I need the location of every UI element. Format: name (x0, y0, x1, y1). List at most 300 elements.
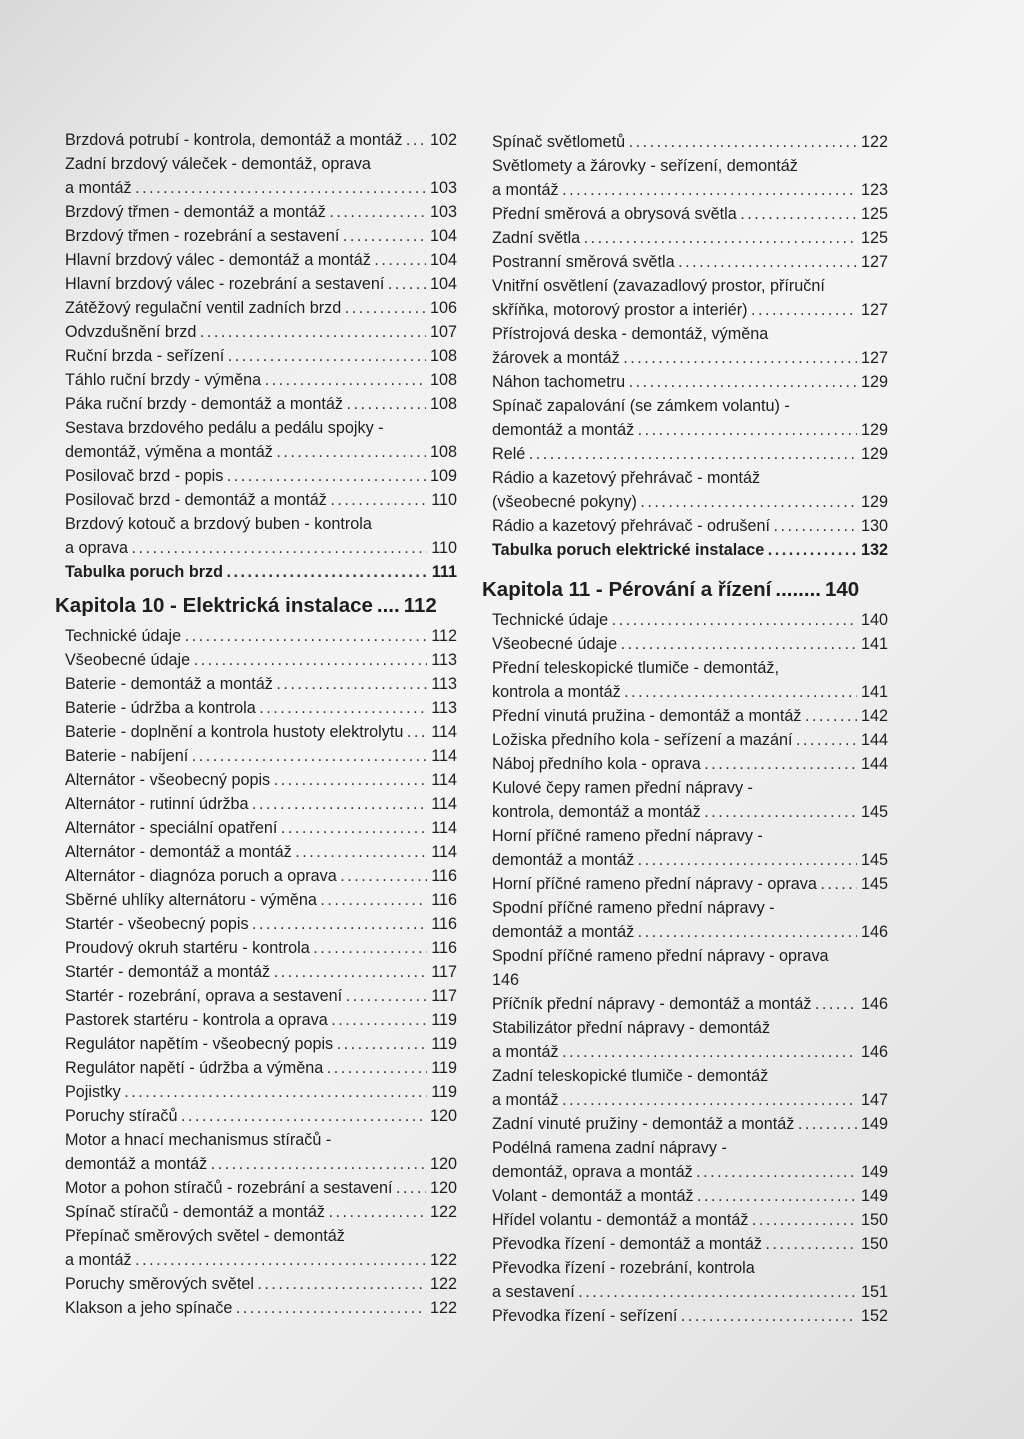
toc-entry-title-line: Převodka řízení - rozebrání, kontrola (492, 1259, 755, 1277)
toc-entry-page: 116 (431, 915, 457, 933)
toc-entry-page: 146 (860, 1043, 888, 1061)
toc-entry-page: 141 (860, 635, 888, 653)
toc-entry-page: 103 (429, 203, 457, 221)
toc-entry-page: 117 (431, 987, 457, 1005)
toc-entry-title: Tabulka poruch elektrické instalace . . . (492, 538, 857, 562)
toc-entry-title: a oprava . . . (65, 536, 427, 560)
toc-entry-page: 113 (431, 699, 457, 717)
toc-entry-title: Přední vinutá pružina - demontáž a montáž . . . (492, 704, 857, 728)
toc-entry (65, 720, 457, 744)
toc-entry (492, 872, 888, 896)
toc-entry-row (65, 176, 457, 200)
toc-entry-page: 104 (429, 275, 457, 293)
toc-entry-title: skříňka, motorový prostor a interiér) . . . (492, 298, 857, 322)
toc-entry (492, 656, 888, 704)
toc-entry-title: a montáž . . . (492, 178, 857, 202)
toc-entry-title-line: Spodní příčné rameno přední nápravy - (492, 899, 775, 917)
toc-entry-row (65, 1272, 457, 1296)
toc-entry-page: 129 (860, 493, 888, 511)
toc-entry-title: a montáž . . . (65, 1248, 426, 1272)
toc-entry-page: 119 (431, 1011, 457, 1029)
toc-entry-page: 123 (860, 181, 888, 199)
toc-entry (65, 272, 457, 296)
toc-entry-row (65, 200, 457, 224)
toc-entry-row (492, 680, 888, 704)
toc-entry-row (492, 752, 888, 776)
toc-entry-row (492, 490, 888, 514)
toc-entry (492, 776, 888, 824)
toc-entry-row (492, 1304, 888, 1328)
toc-entry-row (65, 984, 457, 1008)
toc-entry-title-line: Brzdový kotouč a brzdový buben - kontrola (65, 515, 372, 533)
toc-entry-row (65, 1248, 457, 1272)
toc-entry-page: 122 (429, 1275, 457, 1293)
toc-entry-title: Hřídel volantu - demontáž a montáž . . . (492, 1208, 857, 1232)
toc-entry (492, 226, 888, 250)
toc-entry-row (65, 344, 457, 368)
toc-entry (65, 320, 457, 344)
toc-entry-title: Náboj předního kola - oprava . . . (492, 752, 857, 776)
toc-entry-page: 114 (431, 795, 457, 813)
toc-entry-title: Všeobecné údaje . . . (65, 648, 427, 672)
toc-entry (492, 1112, 888, 1136)
toc-entry (492, 1184, 888, 1208)
toc-entry-row (492, 800, 888, 824)
toc-entry-title: a sestavení . . . (492, 1280, 857, 1304)
left-entries-chapter-10 (65, 624, 457, 1320)
toc-entry-page: 146 (860, 923, 888, 941)
toc-entry-page: 114 (431, 723, 457, 741)
toc-entry (65, 768, 457, 792)
toc-entry-title: Baterie - údržba a kontrola . . . (65, 696, 427, 720)
toc-entry (65, 368, 457, 392)
toc-entry-page: 114 (431, 747, 457, 765)
toc-entry-title: Alternátor - všeobecný popis . . . (65, 768, 427, 792)
toc-entry-row (492, 1088, 888, 1112)
toc-entry (492, 442, 888, 466)
toc-entry-title: demontáž a montáž . . . (492, 848, 857, 872)
toc-entry-row (492, 968, 888, 992)
toc-entry (65, 512, 457, 560)
toc-entry-title: demontáž a montáž . . . (492, 418, 857, 442)
left-column (48, 128, 457, 1320)
toc-entry (65, 1008, 457, 1032)
toc-entry-page: 145 (860, 803, 888, 821)
toc-entry (65, 200, 457, 224)
toc-entry-title: Pastorek startéru - kontrola a oprava . . . (65, 1008, 427, 1032)
toc-entry-page: 129 (860, 445, 888, 463)
toc-entry-row (65, 128, 457, 152)
toc-entry (65, 1272, 457, 1296)
toc-entry-page: 108 (429, 371, 457, 389)
toc-entry-page: 111 (431, 563, 457, 581)
toc-entry (65, 864, 457, 888)
toc-entry (65, 1224, 457, 1272)
toc-entry-page: 152 (860, 1307, 888, 1325)
toc-entry-row (65, 960, 457, 984)
toc-entry (65, 1176, 457, 1200)
toc-entry (65, 1080, 457, 1104)
toc-entry (492, 1256, 888, 1304)
toc-entry-row (492, 1112, 888, 1136)
toc-entry (492, 274, 888, 322)
toc-entry-title: Baterie - nabíjení . . . (65, 744, 427, 768)
toc-entry-title-line: Motor a hnací mechanismus stíračů - (65, 1131, 332, 1149)
toc-entry-title: Regulátor napětím - všeobecný popis . . . (65, 1032, 427, 1056)
toc-entry (492, 130, 888, 154)
toc-entry-row (65, 912, 457, 936)
toc-entry-title: Ložiska předního kola - seřízení a mazání . . . (492, 728, 857, 752)
toc-entry (492, 1064, 888, 1112)
toc-entry-title-line: Světlomety a žárovky - seřízení, demontáž (492, 157, 798, 175)
toc-entry-row (492, 514, 888, 538)
toc-entry-row (65, 1104, 457, 1128)
toc-entry-title: Táhlo ruční brzdy - výměna . . . (65, 368, 426, 392)
toc-entry-page: 119 (431, 1083, 457, 1101)
toc-entry-title-line: Přístrojová deska - demontáž, výměna (492, 325, 769, 343)
toc-entry-page: 110 (431, 539, 457, 557)
toc-entry-title: Odvzdušnění brzd . . . (65, 320, 426, 344)
toc-entry (65, 960, 457, 984)
toc-entry (492, 608, 888, 632)
toc-entry-page: 120 (429, 1155, 457, 1173)
toc-entry-title: Volant - demontáž a montáž . . . (492, 1184, 857, 1208)
toc-entry-page: 104 (429, 251, 457, 269)
toc-entry-row (65, 560, 457, 584)
toc-entry-row (492, 538, 888, 562)
toc-entry-row (492, 632, 888, 656)
toc-entry (65, 344, 457, 368)
toc-entry-page: 141 (860, 683, 888, 701)
toc-entry-row (65, 296, 457, 320)
toc-entry-row (65, 1032, 457, 1056)
toc-entry-page: 127 (860, 301, 888, 319)
toc-entry-row (65, 1176, 457, 1200)
toc-entry-row (65, 696, 457, 720)
toc-entry-title-line: Přední teleskopické tlumiče - demontáž, (492, 659, 780, 677)
toc-entry-row (65, 248, 457, 272)
toc-entry-title-line: Stabilizátor přední nápravy - demontáž (492, 1019, 771, 1037)
toc-entry-page: 102 (429, 131, 457, 149)
chapter-leader: ........ (775, 578, 821, 601)
toc-entry-title: Všeobecné údaje . . . (492, 632, 857, 656)
toc-entry-row (492, 992, 888, 1016)
toc-entry-page: 127 (860, 253, 888, 271)
toc-entry-page: 120 (429, 1179, 457, 1197)
toc-entry (492, 1304, 888, 1328)
toc-entry (492, 370, 888, 394)
toc-entry-page: 119 (431, 1059, 457, 1077)
toc-entry-row (492, 872, 888, 896)
chapter-title: Kapitola 10 - Elektrická instalace (55, 594, 373, 617)
toc-entry-page: 117 (431, 963, 457, 981)
toc-entry (492, 466, 888, 514)
toc-entry-row (492, 1280, 888, 1304)
toc-entry-page: 114 (431, 843, 457, 861)
toc-entry-row (492, 1160, 888, 1184)
toc-entry-row (492, 250, 888, 274)
toc-entry-title: Startér - všeobecný popis . . . (65, 912, 427, 936)
toc-entry-page: 116 (431, 939, 457, 957)
toc-entry (65, 696, 457, 720)
toc-entry-page: 119 (431, 1035, 457, 1053)
toc-entry-row (65, 648, 457, 672)
toc-entry-page: 149 (860, 1115, 888, 1133)
toc-entry-page: 150 (860, 1211, 888, 1229)
toc-entry-title: Alternátor - diagnóza poruch a oprava . . . (65, 864, 427, 888)
toc-entry-page: 104 (429, 227, 457, 245)
toc-entry-title: Zátěžový regulační ventil zadních brzd . . . (65, 296, 426, 320)
toc-entry (65, 744, 457, 768)
toc-entry-row (65, 224, 457, 248)
toc-entry (65, 840, 457, 864)
toc-entry-title: a montáž . . . (65, 176, 426, 200)
toc-entry (492, 202, 888, 226)
toc-entry-row (65, 464, 457, 488)
toc-entry-title: Brzdový třmen - rozebrání a sestavení . . . (65, 224, 426, 248)
toc-entry (492, 728, 888, 752)
toc-entry-row (65, 1056, 457, 1080)
toc-entry-page: 150 (860, 1235, 888, 1253)
toc-entry (65, 128, 457, 152)
toc-entry-title: Technické údaje . . . (492, 608, 857, 632)
toc-entry-page: 145 (860, 851, 888, 869)
toc-entry-page: 103 (429, 179, 457, 197)
toc-entry-row (65, 272, 457, 296)
toc-entry-row (65, 488, 457, 512)
toc-entry-title: Posilovač brzd - demontáž a montáž . . . (65, 488, 427, 512)
toc-entry-page: 114 (431, 771, 457, 789)
toc-entry-row (65, 744, 457, 768)
toc-entry-title-line: Spodní příčné rameno přední nápravy - oprava (492, 947, 829, 965)
toc-entry-page: 107 (429, 323, 457, 341)
toc-entry (65, 1128, 457, 1176)
toc-entry-row (65, 1152, 457, 1176)
toc-entry (65, 936, 457, 960)
toc-entry (65, 488, 457, 512)
toc-entry-title: Alternátor - rutinní údržba . . . (65, 792, 427, 816)
toc-entry-row (65, 672, 457, 696)
toc-entry (492, 538, 888, 562)
toc-entry-title: Náhon tachometru . . . (492, 370, 857, 394)
toc-entry-title: Startér - rozebrání, oprava a sestavení . . . (65, 984, 427, 1008)
toc-entry (492, 394, 888, 442)
toc-entry (65, 984, 457, 1008)
toc-entry-row (65, 936, 457, 960)
toc-entry-title: Baterie - doplnění a kontrola hustoty elektrolytu . . . (65, 720, 427, 744)
chapter-leader: .... (376, 594, 400, 617)
toc-entry-page: 110 (431, 491, 457, 509)
right-entries (492, 130, 888, 562)
toc-entry-title-line: Vnitřní osvětlení (zavazadlový prostor, příruční (492, 277, 825, 295)
toc-entry-title-line: Přepínač směrových světel - demontáž (65, 1227, 345, 1245)
toc-entry-page: 116 (431, 867, 457, 885)
toc-entry (65, 1296, 457, 1320)
toc-entry-row (492, 130, 888, 154)
toc-entry (65, 152, 457, 200)
toc-entry (65, 816, 457, 840)
chapter-title: Kapitola 11 - Pérování a řízení (482, 578, 772, 601)
toc-entry-title: Technické údaje . . . (65, 624, 427, 648)
toc-entry-row (65, 440, 457, 464)
toc-entry (492, 1208, 888, 1232)
toc-entry-page: 142 (860, 707, 888, 725)
toc-entry-title: demontáž, oprava a montáž . . . (492, 1160, 857, 1184)
toc-entry-page: 113 (431, 675, 457, 693)
toc-entry-page: 122 (860, 133, 888, 151)
toc-entry-page: 146 (860, 995, 888, 1013)
toc-entry-page: 106 (429, 299, 457, 317)
toc-entry-row (492, 704, 888, 728)
toc-entry-page: 125 (860, 229, 888, 247)
toc-entry (492, 944, 888, 992)
right-column (482, 130, 888, 1328)
toc-entry (492, 1136, 888, 1184)
toc-entry (65, 888, 457, 912)
toc-entry-page: 113 (431, 651, 457, 669)
toc-entry-row (65, 536, 457, 560)
toc-entry-title: Rádio a kazetový přehrávač - odrušení . . . (492, 514, 857, 538)
chapter-page: 112 (403, 594, 437, 617)
toc-entry (65, 672, 457, 696)
toc-entry-title-line: Zadní brzdový váleček - demontáž, oprava (65, 155, 371, 173)
toc-entry (492, 824, 888, 872)
toc-entry-title: Pojistky . . . (65, 1080, 427, 1104)
toc-entry (65, 1104, 457, 1128)
toc-entry (492, 514, 888, 538)
toc-entry-title: Páka ruční brzdy - demontáž a montáž . . . (65, 392, 426, 416)
toc-entry-row (492, 298, 888, 322)
toc-entry-row (65, 368, 457, 392)
toc-entry-title: Spínač stíračů - demontáž a montáž . . . (65, 1200, 426, 1224)
toc-entry-title: Tabulka poruch brzd . . . (65, 560, 428, 584)
toc-entry-page: 149 (860, 1163, 888, 1181)
toc-entry-row (492, 442, 888, 466)
toc-entry-title-line: Horní příčné rameno přední nápravy - (492, 827, 763, 845)
toc-entry-row (65, 720, 457, 744)
toc-entry-title: Ruční brzda - seřízení . . . (65, 344, 426, 368)
toc-entry-row (65, 320, 457, 344)
toc-entry (65, 1032, 457, 1056)
toc-entry-row (492, 1232, 888, 1256)
toc-entry-page: 145 (860, 875, 888, 893)
toc-entry-page: 151 (860, 1283, 888, 1301)
toc-entry-title: Zadní vinuté pružiny - demontáž a montáž . . . (492, 1112, 857, 1136)
toc-entry-page: 144 (860, 731, 888, 749)
toc-entry-title-line: Rádio a kazetový přehrávač - montáž (492, 469, 761, 487)
toc-entry-title: Alternátor - demontáž a montáž . . . (65, 840, 427, 864)
toc-entry-title: kontrola a montáž . . . (492, 680, 857, 704)
toc-entry (65, 416, 457, 464)
toc-entry-page: 144 (860, 755, 888, 773)
toc-entry-title: Regulátor napětí - údržba a výměna . . . (65, 1056, 427, 1080)
toc-entry-row (65, 1200, 457, 1224)
toc-entry-row (65, 840, 457, 864)
toc-entry-title: Posilovač brzd - popis . . . (65, 464, 426, 488)
toc-entry-page: 108 (429, 395, 457, 413)
toc-entry (492, 896, 888, 944)
toc-entry-row (65, 1296, 457, 1320)
toc-entry-row (492, 346, 888, 370)
toc-entry (65, 624, 457, 648)
toc-entry (65, 464, 457, 488)
toc-entry-page: 116 (431, 891, 457, 909)
toc-entry-page: 109 (429, 467, 457, 485)
toc-entry-page: 130 (860, 517, 888, 535)
toc-entry-title: Zadní světla . . . (492, 226, 857, 250)
toc-entry-title: Postranní směrová světla . . . (492, 250, 857, 274)
toc-entry-page: 108 (429, 443, 457, 461)
toc-entry (492, 992, 888, 1016)
toc-entry-row (492, 202, 888, 226)
toc-entry-title: Hlavní brzdový válec - demontáž a montáž . . . (65, 248, 426, 272)
toc-entry-page: 122 (429, 1299, 457, 1317)
toc-entry (65, 296, 457, 320)
toc-entry-title: Alternátor - speciální opatření . . . (65, 816, 427, 840)
toc-entry-title: žárovek a montáž . . . (492, 346, 857, 370)
toc-entry-page: 132 (860, 541, 888, 559)
toc-entry-title: Příčník přední nápravy - demontáž a montáž . . . (492, 992, 857, 1016)
toc-entry (65, 912, 457, 936)
toc-entry-title: kontrola, demontáž a montáž . . . (492, 800, 857, 824)
toc-entry (492, 250, 888, 274)
toc-entry-title: a montáž . . . (492, 1088, 857, 1112)
toc-entry-title-line: Podélná ramena zadní nápravy - (492, 1139, 727, 1157)
toc-entry-title-line: Spínač zapalování (se zámkem volantu) - (492, 397, 790, 415)
toc-entry-page: 127 (860, 349, 888, 367)
toc-entry (492, 1016, 888, 1064)
toc-entry-page: 108 (429, 347, 457, 365)
toc-entry-title: demontáž a montáž . . . (492, 920, 857, 944)
toc-entry-row (492, 848, 888, 872)
toc-entry-title-line: Zadní teleskopické tlumiče - demontáž (492, 1067, 769, 1085)
toc-entry-row (492, 1040, 888, 1064)
toc-entry-row (65, 816, 457, 840)
right-entries-chapter-11 (492, 608, 888, 1328)
toc-entry-row (65, 392, 457, 416)
toc-entry-row (65, 1008, 457, 1032)
toc-entry-title-line: Sestava brzdového pedálu a pedálu spojky - (65, 419, 384, 437)
toc-entry-title: Poruchy směrových světel . . . (65, 1272, 426, 1296)
toc-entry-title: Převodka řízení - demontáž a montáž . . . (492, 1232, 857, 1256)
toc-entry-row (492, 920, 888, 944)
toc-entry (492, 322, 888, 370)
toc-entry-row (492, 728, 888, 752)
toc-entry-row (65, 864, 457, 888)
toc-entry (492, 632, 888, 656)
chapter-10-heading (55, 592, 457, 620)
toc-entry-title: Startér - demontáž a montáž . . . (65, 960, 427, 984)
toc-entry-page: 114 (431, 819, 457, 837)
toc-entry (492, 154, 888, 202)
toc-entry-row (65, 888, 457, 912)
toc-entry-row (492, 226, 888, 250)
toc-entry-title: Brzdový třmen - demontáž a montáž . . . (65, 200, 426, 224)
toc-entry-row (492, 370, 888, 394)
toc-entry (65, 248, 457, 272)
toc-entry-title: Sběrné uhlíky alternátoru - výměna . . . (65, 888, 427, 912)
toc-entry (65, 1200, 457, 1224)
toc-entry-row (65, 624, 457, 648)
toc-entry-title: Relé . . . (492, 442, 857, 466)
toc-entry-page: 147 (860, 1091, 888, 1109)
toc-entry-row (492, 1208, 888, 1232)
toc-entry-title: Hlavní brzdový válec - rozebrání a sestavení . . . (65, 272, 426, 296)
toc-entry-page: 129 (860, 373, 888, 391)
toc-entry-title: Poruchy stíračů . . . (65, 1104, 426, 1128)
toc-entry-title: Přední směrová a obrysová světla . . . (492, 202, 857, 226)
toc-entry-row (65, 792, 457, 816)
